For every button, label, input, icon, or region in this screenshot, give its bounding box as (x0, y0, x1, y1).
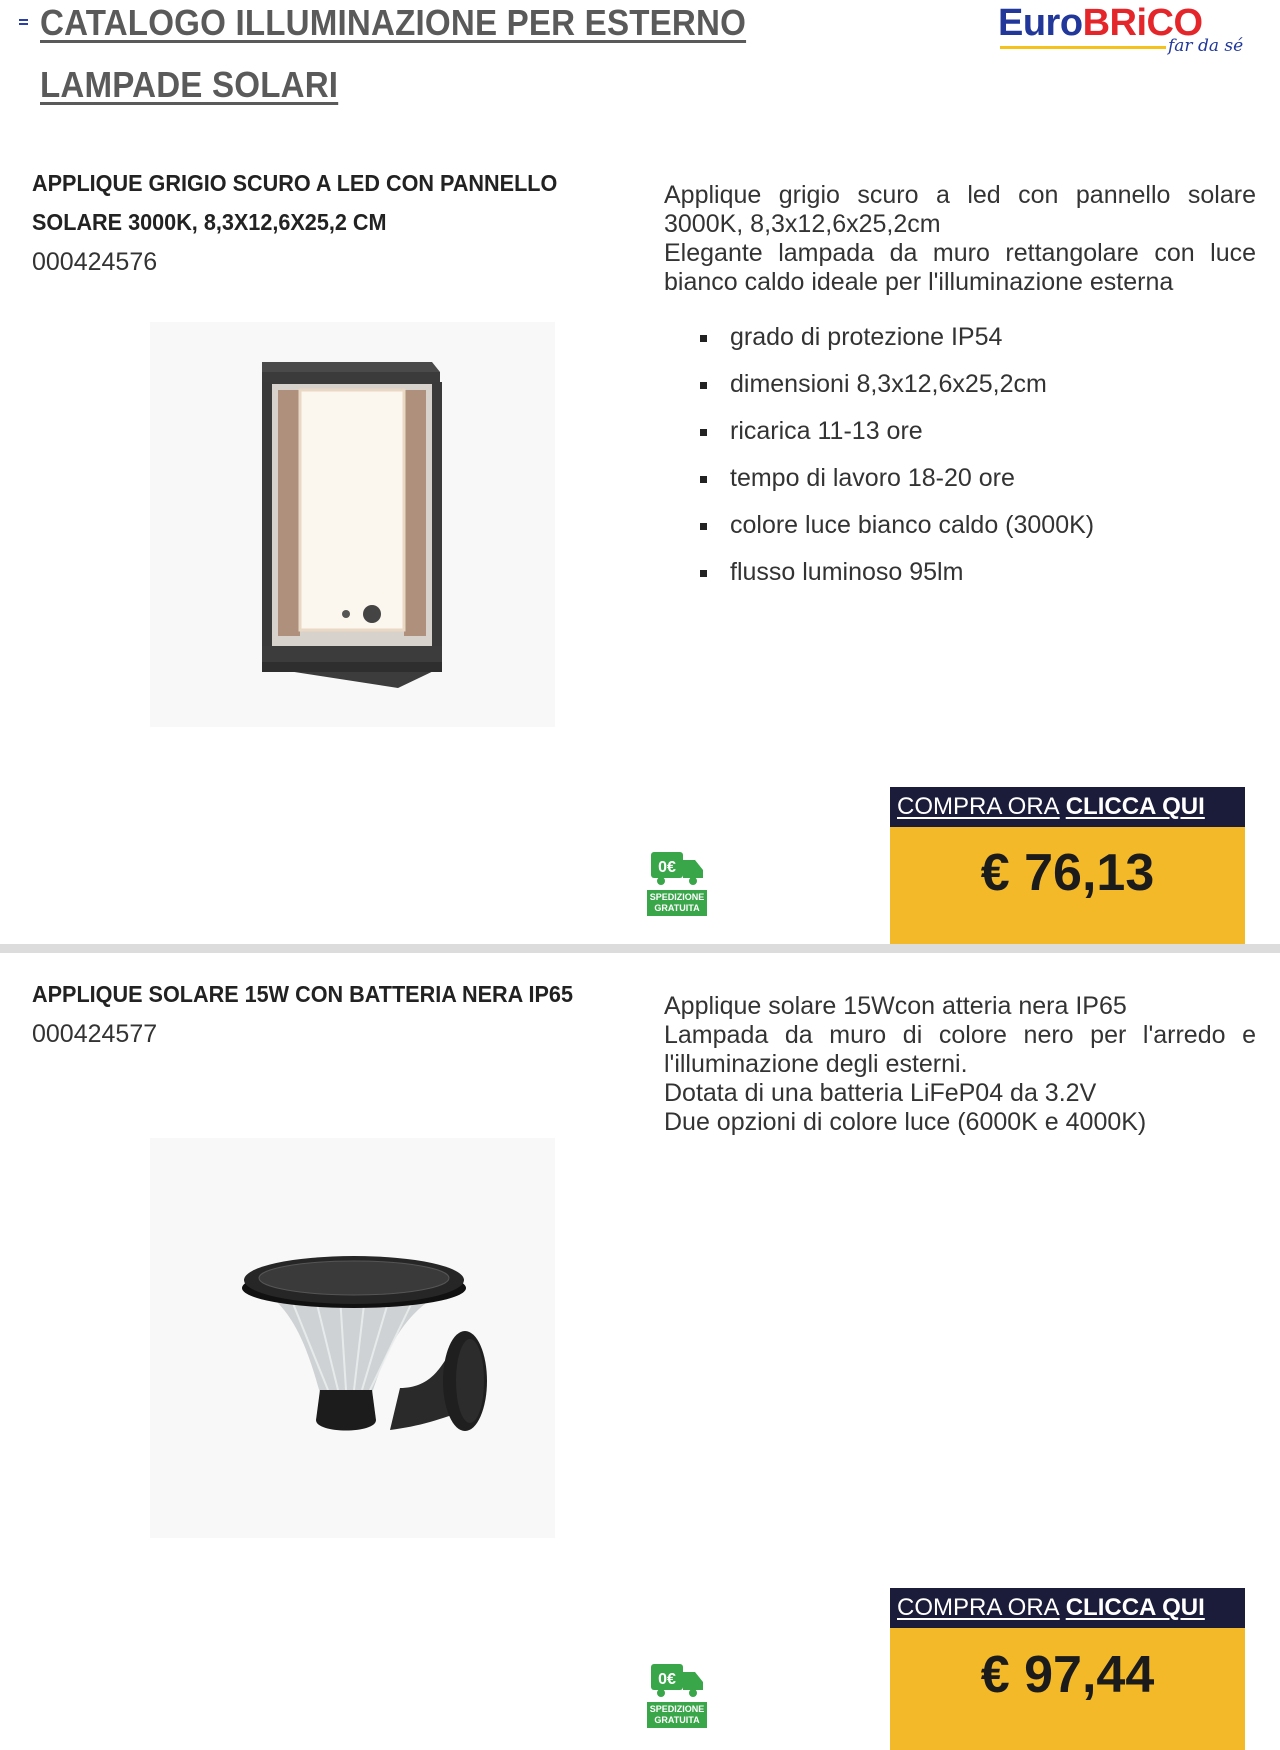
feature-item: colore luce bianco caldo (3000K) (700, 502, 1094, 549)
click-here-link[interactable]: CLICCA QUI (1065, 1594, 1205, 1621)
description-line: Lampada da muro di colore nero per l'arredo e l'illuminazione degli esterni. (664, 1021, 1256, 1078)
delivery-truck-icon (651, 850, 703, 886)
round-solar-wall-lamp-icon (150, 1138, 555, 1538)
feature-item: dimensioni 8,3x12,6x25,2cm (700, 361, 1094, 408)
delivery-truck-icon (651, 1662, 703, 1698)
logo-tagline: far da sé (1168, 36, 1244, 56)
section-divider (0, 944, 1280, 953)
shipping-label (647, 1702, 707, 1728)
product-title: APPLIQUE SOLARE 15W CON BATTERIA NERA IP65 (32, 981, 573, 1007)
product-title: APPLIQUE GRIGIO SCURO A LED CON PANNELLO (32, 170, 558, 196)
shipping-label-line: SPEDIZIONE (649, 1704, 705, 1714)
page-subtitle: LAMPADE SOLARI (40, 64, 339, 105)
shipping-amount: 0€ (658, 1671, 676, 1688)
description-line: Dotata di una batteria LiFeP04 da 3.2V (664, 1079, 1097, 1107)
description-line: Applique grigio scuro a led con pannello solare 3000K, 8,3x12,6x25,2cm (664, 181, 1256, 238)
feature-item: ricarica 11-13 ore (700, 408, 1094, 455)
shipping-label-line: SPEDIZIONE (649, 892, 705, 902)
logo-underline (1000, 46, 1166, 49)
buy-now-bar[interactable] (890, 1588, 1245, 1628)
free-shipping-badge (647, 1662, 707, 1728)
product-description (664, 992, 1256, 1137)
feature-item: grado di protezione IP54 (700, 314, 1094, 361)
page-title: CATALOGO ILLUMINAZIONE PER ESTERNO (40, 2, 747, 43)
feature-list (700, 314, 1094, 596)
feature-item: tempo di lavoro 18-20 ore (700, 455, 1094, 502)
shipping-label-line: GRATUITA (654, 1715, 700, 1725)
description-line: Due opzioni di colore luce (6000K e 4000K) (664, 1108, 1147, 1136)
logo-euro: Euro (998, 2, 1083, 44)
product-code: 000424577 (32, 1020, 158, 1048)
shipping-amount: 0€ (658, 859, 676, 876)
description-line: Elegante lampada da muro rettangolare con luce bianco caldo ideale per l'illuminazione esterna (664, 239, 1256, 296)
product-image[interactable] (150, 1138, 555, 1538)
feature-item: flusso luminoso 95lm (700, 549, 1094, 596)
price-box[interactable] (890, 1628, 1245, 1750)
product-description (664, 181, 1256, 297)
shipping-label (647, 890, 707, 916)
click-here-link[interactable]: CLICCA QUI (1065, 793, 1205, 820)
product-price: € 97,44 (980, 1646, 1155, 1704)
eurobrico-logo[interactable] (996, 2, 1246, 58)
buy-now-label[interactable]: COMPRA ORA (897, 793, 1060, 820)
menu-icon[interactable] (19, 19, 28, 27)
product-image[interactable] (150, 322, 555, 727)
product-title-line2: SOLARE 3000K, 8,3X12,6X25,2 CM (32, 209, 387, 235)
shipping-label-line: GRATUITA (654, 903, 700, 913)
product-price: € 76,13 (980, 844, 1155, 902)
rectangular-wall-lamp-icon (150, 322, 555, 727)
buy-now-label[interactable]: COMPRA ORA (897, 1594, 1060, 1621)
product-code: 000424576 (32, 248, 158, 276)
price-box[interactable] (890, 827, 1245, 948)
free-shipping-badge (647, 850, 707, 916)
description-line: Applique solare 15Wcon atteria nera IP65 (664, 992, 1127, 1020)
buy-now-bar[interactable] (890, 787, 1245, 827)
logo-brico: BRiCO (1082, 2, 1203, 44)
